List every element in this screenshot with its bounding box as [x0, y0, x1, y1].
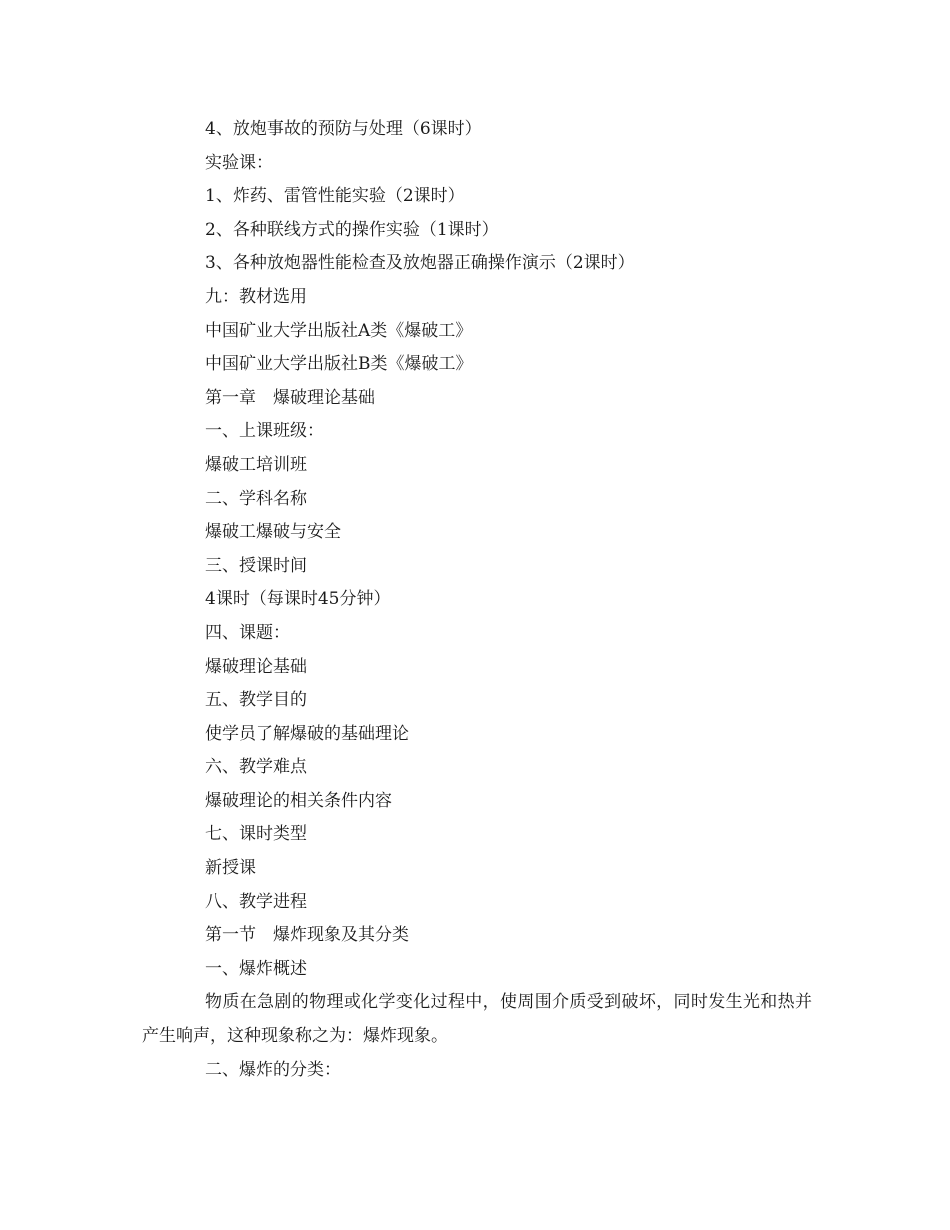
text-line: 中国矿业大学出版社B类《爆破工》: [205, 354, 473, 375]
document-body: [142, 113, 812, 1087]
section-heading: 一、爆炸概述: [205, 958, 307, 979]
section-heading: 六、教学难点: [205, 757, 307, 778]
section-heading: 二、爆炸的分类：: [205, 1059, 341, 1080]
section-heading: 九：教材选用: [205, 286, 307, 307]
text-line: 爆破工培训班: [205, 454, 307, 475]
section-heading: 七、课时类型: [205, 824, 307, 845]
section-title: 第一节 爆炸现象及其分类: [205, 925, 409, 946]
section-heading: 三、授课时间: [205, 555, 307, 576]
section-heading: 五、教学目的: [205, 690, 307, 711]
section-heading: 一、上课班级：: [205, 421, 324, 442]
text-line: 1、炸药、雷管性能实验（2课时）: [205, 186, 465, 207]
text-line: 中国矿业大学出版社A类《爆破工》: [205, 320, 473, 341]
body-paragraph: 物质在急剧的物理或化学变化过程中，使周围介质受到破坏，同时发生光和热并产生响声，这种现象称之为：爆炸现象。: [142, 992, 812, 1047]
text-line: 爆破工爆破与安全: [205, 522, 341, 543]
text-line: 爆破理论的相关条件内容: [205, 790, 392, 811]
section-heading: 二、学科名称: [205, 488, 307, 509]
text-line: 新授课: [205, 858, 256, 879]
text-line: 使学员了解爆破的基础理论: [205, 723, 409, 744]
text-line: 4、放炮事故的预防与处理（6课时）: [205, 119, 482, 139]
chapter-heading: 第一章 爆破理论基础: [205, 387, 375, 408]
text-line: 3、各种放炮器性能检查及放炮器正确操作演示（2课时）: [205, 253, 635, 274]
section-heading: 八、教学进程: [205, 891, 307, 912]
section-heading: 四、课题：: [205, 622, 290, 643]
text-line: 实验课：: [205, 152, 273, 173]
text-line: 4课时（每课时45分钟）: [205, 589, 391, 610]
text-line: 2、各种联线方式的操作实验（1课时）: [205, 219, 499, 240]
text-line: 爆破理论基础: [205, 656, 307, 677]
